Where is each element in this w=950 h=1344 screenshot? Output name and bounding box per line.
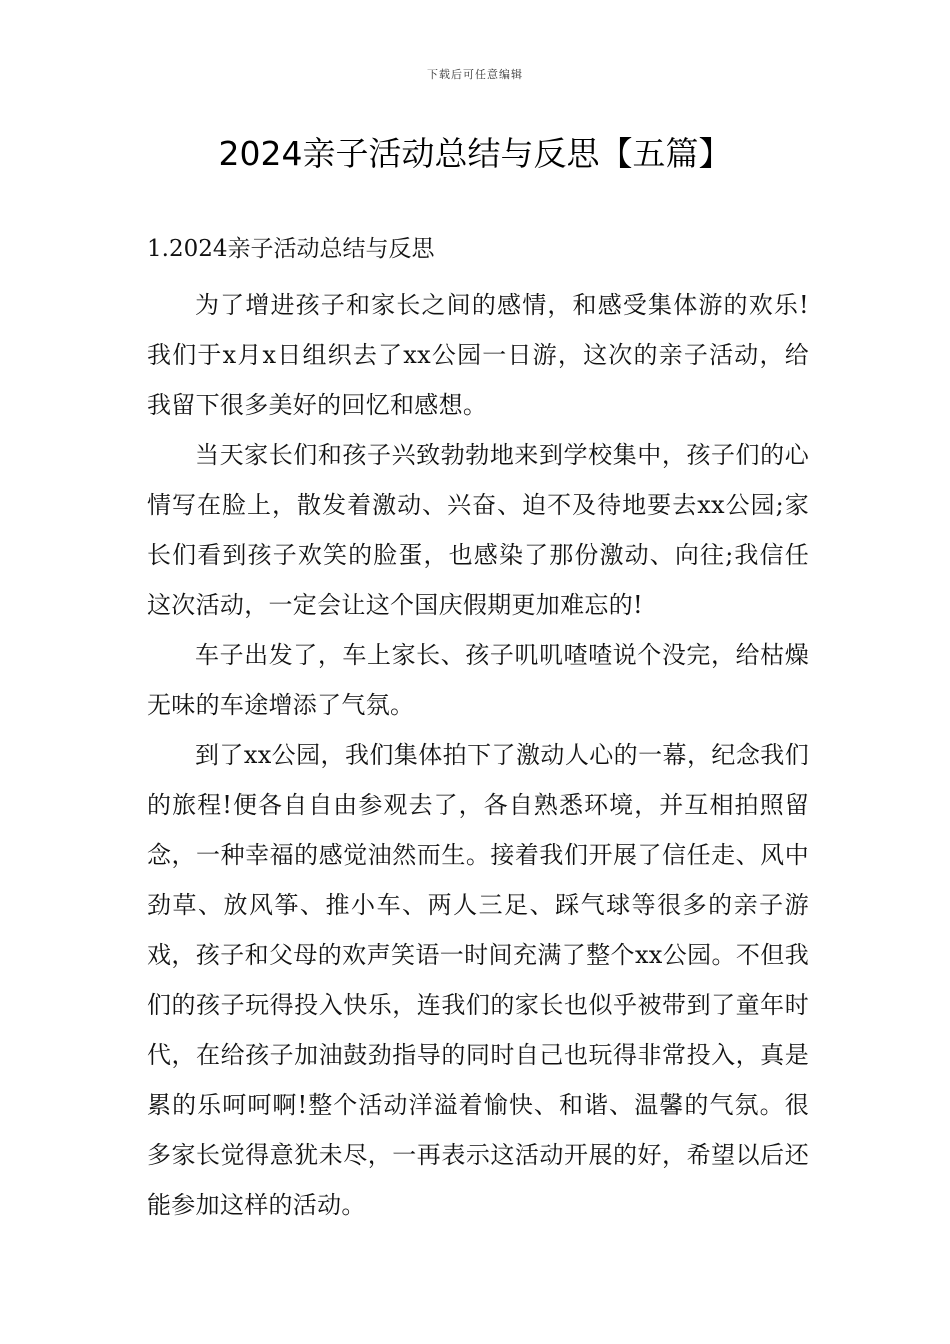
paragraph-1: 为了增进孩子和家长之间的感情，和感受集体游的欢乐!我们于x月x日组织去了xx公园一日游，这次的亲子活动，给我留下很多美好的回忆和感想。 bbox=[147, 291, 809, 419]
section-heading: 1.2024亲子活动总结与反思 bbox=[147, 236, 435, 262]
document-body bbox=[147, 230, 809, 1230]
paragraph-3: 车子出发了，车上家长、孩子叽叽喳喳说个没完，给枯燥无味的车途增添了气氛。 bbox=[147, 641, 809, 719]
document-title: 2024亲子活动总结与反思【五篇】 bbox=[218, 134, 732, 173]
header-note: 下载后可任意编辑 bbox=[427, 68, 523, 81]
paragraph-4: 到了xx公园，我们集体拍下了激动人心的一幕，纪念我们的旅程!便各自自由参观去了，各自熟悉环境，并互相拍照留念，一种幸福的感觉油然而生。接着我们开展了信任走、风中劲草、放风筝、推小车、两人三足、踩气球等很多的亲子游戏，孩子和父母的欢声笑语一时间充满了整个xx公园。不但我们的孩子玩得投入快乐，连我们的家长也似乎被带到了童年时代，在给孩子加油鼓劲指导的同时自己也玩得非常投入，真是累的乐呵呵啊!整个活动洋溢着愉快、和谐、温馨的气氛。很多家长觉得意犹未尽，一再表示这活动开展的好，希望以后还能参加这样的活动。 bbox=[147, 741, 809, 1219]
paragraph-2: 当天家长们和孩子兴致勃勃地来到学校集中，孩子们的心情写在脸上，散发着激动、兴奋、迫不及待地要去xx公园;家长们看到孩子欢笑的脸蛋，也感染了那份激动、向往;我信任这次活动，一定会让这个国庆假期更加难忘的! bbox=[147, 441, 809, 619]
